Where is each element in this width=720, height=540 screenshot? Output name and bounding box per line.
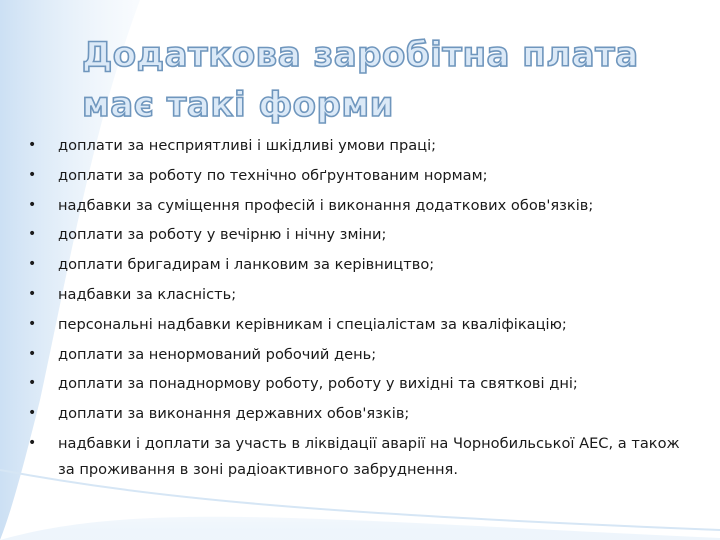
bullet-item	[28, 222, 698, 248]
bullet-item	[28, 193, 698, 219]
bullet-text: надбавки за суміщення професій і виконання додаткових обов'язків;	[58, 196, 594, 214]
bullet-text: доплати бригадирам і ланковим за керівництво;	[58, 256, 435, 274]
bullet-dot-icon: •	[28, 196, 37, 213]
bullet-dot-icon: •	[28, 405, 37, 422]
bullet-text: доплати за роботу по технічно обґрунтованим нормам;	[58, 166, 488, 184]
bullet-item	[28, 431, 698, 483]
bullet-text: надбавки і доплати за участь в ліквідації аварії на Чорнобильської АЕС, а також за проживання в зоні радіоактивного забруднення.	[58, 434, 680, 478]
bullet-text: доплати за роботу у вечірню і нічну зміни;	[58, 226, 387, 244]
bullet-text: надбавки за класність;	[58, 285, 237, 303]
slide-title: Додаткова заробітна плата має такі форми	[82, 35, 639, 125]
bullet-item	[28, 133, 698, 159]
swoosh-shape-bottom	[0, 517, 720, 540]
bullet-item	[28, 282, 698, 308]
bullet-dot-icon: •	[28, 345, 37, 362]
bullet-item	[28, 252, 698, 278]
bullet-dot-icon: •	[28, 434, 37, 451]
bullet-dot-icon: •	[28, 285, 37, 302]
bullet-text: персональні надбавки керівникам і спеціалістам за кваліфікацію;	[58, 315, 567, 333]
bullet-item	[28, 371, 698, 397]
bullet-item	[28, 312, 698, 338]
bullet-text: доплати за несприятливі і шкідливі умови праці;	[58, 137, 437, 154]
bullet-dot-icon: •	[28, 315, 37, 332]
bullet-text: доплати за понаднормову роботу, роботу у вихідні та святкові дні;	[58, 375, 578, 393]
bullet-dot-icon: •	[28, 166, 37, 183]
bullet-item	[28, 163, 698, 189]
bullet-dot-icon: •	[28, 226, 37, 243]
bullet-list	[28, 133, 698, 487]
bullet-text: доплати за виконання державних обов'язків;	[58, 405, 410, 423]
bullet-item	[28, 401, 698, 427]
bullet-dot-icon: •	[28, 137, 37, 153]
bullet-text: доплати за ненормований робочий день;	[58, 345, 377, 363]
bullet-dot-icon: •	[28, 375, 37, 392]
bullet-dot-icon: •	[28, 256, 37, 273]
bullet-item	[28, 342, 698, 368]
